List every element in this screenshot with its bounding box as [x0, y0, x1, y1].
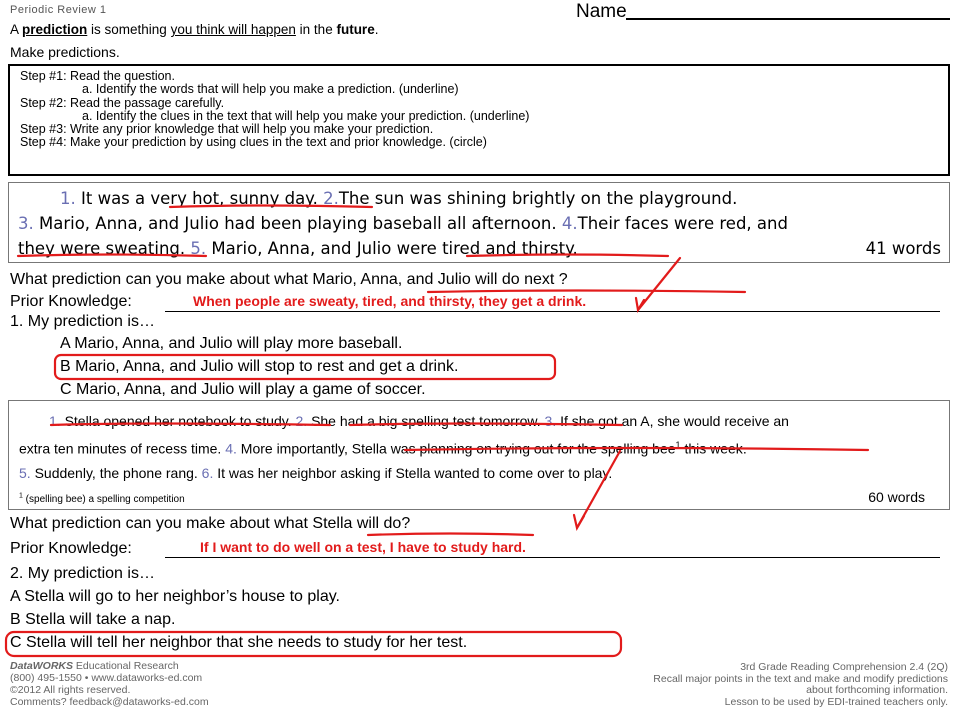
passage-2-word-count: 60 words [868, 488, 925, 505]
arrow-prior-1 [638, 258, 680, 310]
option-2a[interactable]: A Stella will go to her neighbor’s house to play. [10, 588, 340, 605]
name-label: Name [576, 1, 627, 22]
arrow-prior-1-head [636, 298, 644, 310]
underline-question-1-focus [428, 291, 745, 293]
periodic-review-label: Periodic Review 1 [10, 4, 107, 16]
question-2: What prediction can you make about what Stella will do? [10, 515, 411, 532]
prediction-definition: A prediction is something you think will happen in the future. [10, 22, 379, 37]
passage-1-word-count: 41 words [865, 239, 941, 258]
step-1a: a. Identify the words that will help you make a prediction. (underline) [82, 82, 459, 97]
steps-box [8, 64, 950, 176]
prediction-1-label: 1. My prediction is… [10, 313, 155, 330]
step-1: Step #1: Read the question. [20, 69, 175, 83]
option-2c[interactable]: C Stella will tell her neighbor that she needs to study for her test. [10, 634, 468, 651]
step-2a: a. Identify the clues in the text that will help you make your prediction. (underline) [82, 108, 530, 123]
passage-1: 1. It was a very hot, sunny day. 2.The sun was shining brightly on the playground. 3. Mario, Anna, and Julio had been playing baseball all afternoon. 4.Their faces were red, and they were sweating. 5. Mario, Anna, and Julio were tired and thirsty. 41 words [8, 182, 950, 263]
step-4: Step #4: Make your prediction by using clues in the text and prior knowledge. (circle) [20, 135, 487, 150]
prior-knowledge-2-label: Prior Knowledge: [10, 540, 132, 557]
step-2: Step #2: Read the passage carefully. [20, 95, 225, 110]
name-line [626, 18, 950, 20]
footer-lesson-info: 3rd Grade Reading Comprehension 2.4 (2Q) Recall major points in the text and make and modify predictions about forthcoming information. Lesson to be used by EDI-trained teachers only. [653, 661, 948, 708]
option-1a[interactable]: A Mario, Anna, and Julio will play more baseball. [60, 335, 403, 352]
passage-2: 1. Stella opened her notebook to study. 2. She had a big spelling test tomorrow. 3. If she got an A, she would receive an extra ten minutes of recess time. 4. More importantly, Stella was planning on trying out for the spelling bee$^1$ this week. 5. Suddenly, the phone rang. 6. It was her neighbor asking if Stella wanted to come over to play. $^1$ (spelling bee) a spelling competition 60 words [8, 400, 950, 510]
prior-knowledge-1-label: Prior Knowledge: [10, 293, 132, 310]
prior-knowledge-1-answer: When people are sweaty, tired, and thirsty, they get a drink. [193, 293, 587, 309]
option-1b[interactable]: B Mario, Anna, and Julio will stop to rest and get a drink. [60, 358, 459, 375]
footnote: $^1$ (spelling bee) a spelling competition [19, 492, 185, 505]
prior-knowledge-2-line [165, 557, 940, 558]
underline-question-2-focus [368, 534, 533, 536]
footer-publisher: DataWORKS Educational Research (800) 495-1550 • www.dataworks-ed.com ©2012 All rights reserved. Comments? feedback@dataworks-ed.com [10, 660, 209, 708]
question-1: What prediction can you make about what Mario, Anna, and Julio will do next ? [10, 271, 568, 288]
prior-knowledge-2-answer: If I want to do well on a test, I have to study hard. [200, 539, 526, 555]
prior-knowledge-1-line [165, 311, 940, 312]
make-predictions-heading: Make predictions. [10, 44, 120, 60]
prediction-2-label: 2. My prediction is… [10, 565, 155, 582]
arrow-prior-2-head [574, 515, 584, 528]
option-1c[interactable]: C Mario, Anna, and Julio will play a game of soccer. [60, 381, 426, 398]
step-3: Step #3: Write any prior knowledge that will help you make your prediction. [20, 122, 434, 137]
option-2b[interactable]: B Stella will take a nap. [10, 611, 176, 628]
